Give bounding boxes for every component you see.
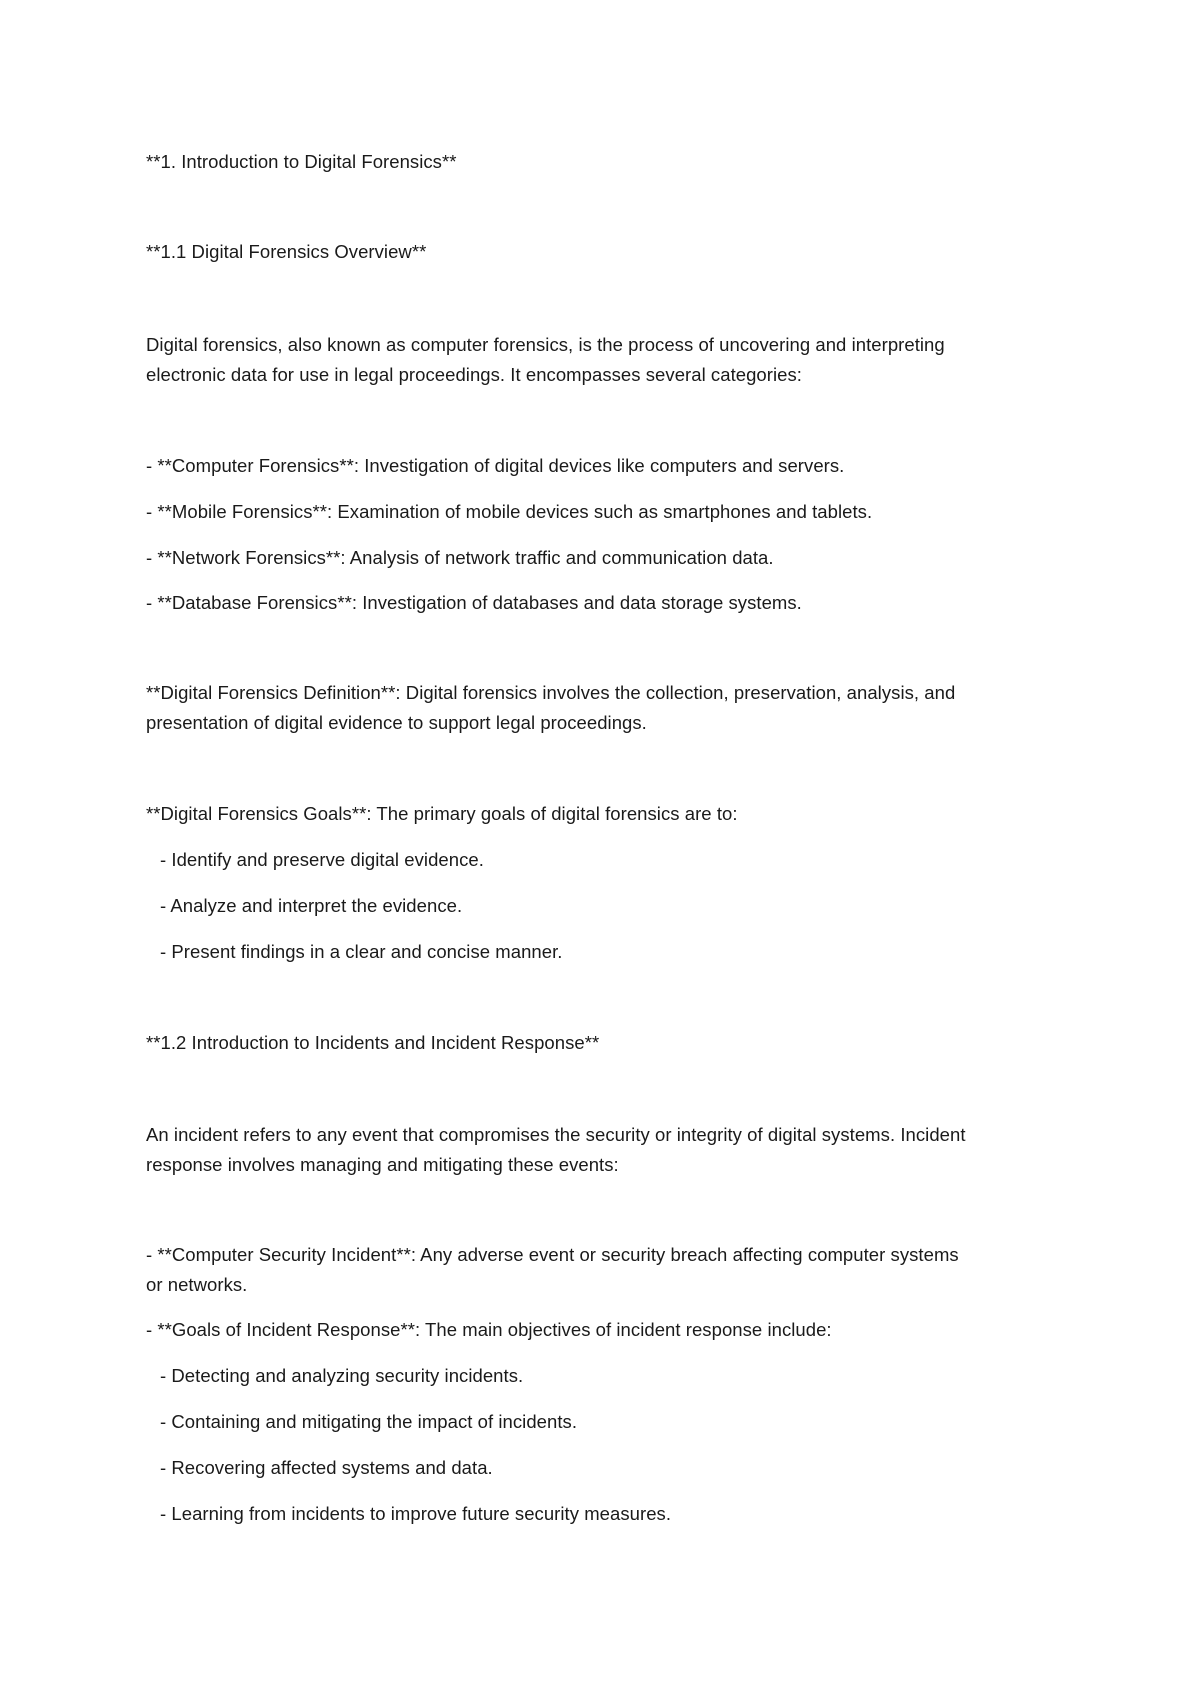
incident-paragraph-line-2: response involves managing and mitigating these events:	[146, 1154, 619, 1175]
category-item-network: - **Network Forensics**: Analysis of network traffic and communication data.	[146, 547, 774, 568]
definition-paragraph-line-1: **Digital Forensics Definition**: Digital forensics involves the collection, preservation, analysis, and	[146, 682, 956, 703]
category-item-computer: - **Computer Forensics**: Investigation of digital devices like computers and servers.	[146, 455, 845, 476]
response-goals-intro: - **Goals of Incident Response**: The main objectives of incident response include:	[146, 1319, 832, 1340]
goals-intro: **Digital Forensics Goals**: The primary goals of digital forensics are to:	[146, 803, 738, 824]
security-incident-line-2: or networks.	[146, 1274, 248, 1295]
incident-paragraph-line-1: An incident refers to any event that compromises the security or integrity of digital systems. Incident	[146, 1124, 966, 1145]
section-heading-1-2: **1.2 Introduction to Incidents and Incident Response**	[146, 1032, 600, 1053]
response-goal-item: - Containing and mitigating the impact of incidents.	[160, 1411, 578, 1432]
intro-paragraph-line-1: Digital forensics, also known as computer forensics, is the process of uncovering and interpreting	[146, 334, 945, 355]
definition-paragraph-line-2: presentation of digital evidence to support legal proceedings.	[146, 712, 647, 733]
category-item-mobile: - **Mobile Forensics**: Examination of mobile devices such as smartphones and tablets.	[146, 501, 873, 522]
goal-item: - Analyze and interpret the evidence.	[160, 895, 463, 916]
section-heading-1-1: **1.1 Digital Forensics Overview**	[146, 241, 427, 262]
intro-paragraph-line-2: electronic data for use in legal proceedings. It encompasses several categories:	[146, 364, 802, 385]
response-goal-item: - Recovering affected systems and data.	[160, 1457, 493, 1478]
response-goal-item: - Detecting and analyzing security incidents.	[160, 1365, 524, 1386]
goal-item: - Identify and preserve digital evidence.	[160, 849, 484, 870]
goal-item: - Present findings in a clear and concise manner.	[160, 941, 563, 962]
response-goal-item: - Learning from incidents to improve future security measures.	[160, 1503, 672, 1524]
category-item-database: - **Database Forensics**: Investigation of databases and data storage systems.	[146, 592, 802, 613]
section-heading-1: **1. Introduction to Digital Forensics**	[146, 151, 457, 172]
security-incident-line-1: - **Computer Security Incident**: Any adverse event or security breach affecting computer systems	[146, 1244, 959, 1265]
